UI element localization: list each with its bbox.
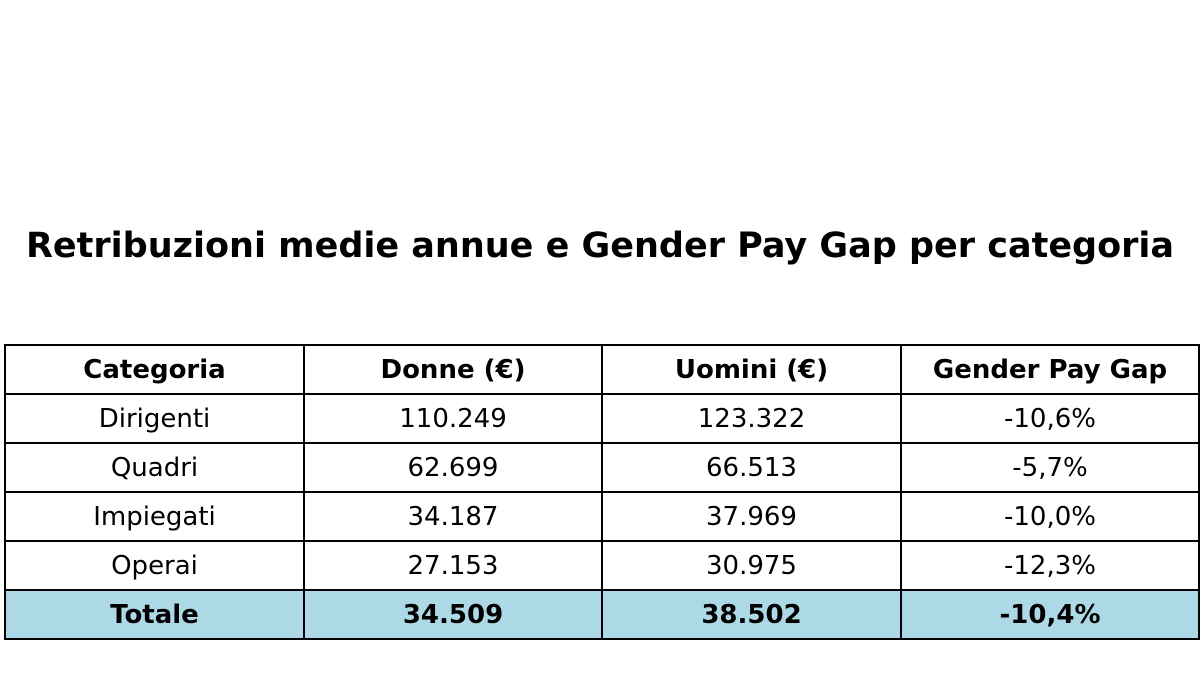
cell-gender-pay-gap: -12,3% <box>901 541 1199 590</box>
cell-donne: 110.249 <box>304 394 602 443</box>
cell-categoria: Operai <box>5 541 304 590</box>
cell-categoria: Dirigenti <box>5 394 304 443</box>
cell-uomini: 66.513 <box>602 443 901 492</box>
cell-donne: 27.153 <box>304 541 602 590</box>
chart-title: Retribuzioni medie annue e Gender Pay Gap per categoria <box>25 226 1175 266</box>
column-header-categoria: Categoria <box>5 345 304 394</box>
cell-gender-pay-gap: -10,6% <box>901 394 1199 443</box>
column-header-uomini: Uomini (€) <box>602 345 901 394</box>
table-header-row <box>5 345 1199 394</box>
table-row <box>5 541 1199 590</box>
pay-gap-table <box>4 344 1200 640</box>
cell-gender-pay-gap: -10,4% <box>901 590 1199 639</box>
table-row <box>5 394 1199 443</box>
table-total-row <box>5 590 1199 639</box>
table-row <box>5 492 1199 541</box>
cell-uomini: 123.322 <box>602 394 901 443</box>
table-row <box>5 443 1199 492</box>
column-header-gender-pay-gap: Gender Pay Gap <box>901 345 1199 394</box>
cell-donne: 62.699 <box>304 443 602 492</box>
cell-uomini: 38.502 <box>602 590 901 639</box>
cell-categoria: Quadri <box>5 443 304 492</box>
cell-gender-pay-gap: -5,7% <box>901 443 1199 492</box>
cell-gender-pay-gap: -10,0% <box>901 492 1199 541</box>
cell-donne: 34.509 <box>304 590 602 639</box>
cell-uomini: 37.969 <box>602 492 901 541</box>
cell-uomini: 30.975 <box>602 541 901 590</box>
cell-donne: 34.187 <box>304 492 602 541</box>
column-header-donne: Donne (€) <box>304 345 602 394</box>
cell-categoria: Totale <box>5 590 304 639</box>
cell-categoria: Impiegati <box>5 492 304 541</box>
